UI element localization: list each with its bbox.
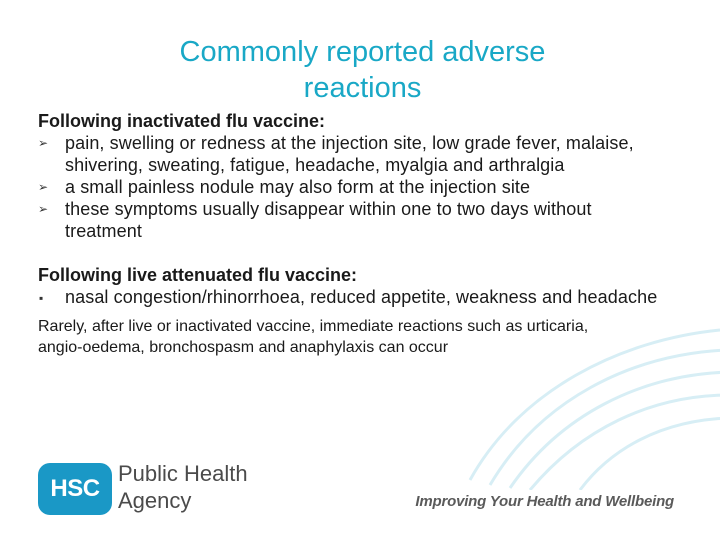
list-item (38, 286, 663, 308)
list-item (38, 132, 663, 176)
list-item (38, 198, 663, 242)
list-item (38, 176, 663, 198)
spacer (38, 242, 663, 264)
agency-name (118, 460, 298, 514)
list-item-text: pain, swelling or redness at the injection site, low grade fever, malaise, shivering, sweating, fatigue, headache, myalgia and arthralgia (65, 133, 634, 175)
hsc-logo: HSC (38, 463, 112, 515)
tagline: Improving Your Health and Wellbeing (415, 493, 674, 510)
inactivated-reactions-list (38, 132, 663, 242)
footer (38, 460, 678, 520)
rare-reactions-note: Rarely, after live or inactivated vaccine, immediate reactions such as urticaria, angio-oedema, bronchospasm and anaphylaxis can occur (38, 318, 589, 356)
slide-title: Commonly reported adverse reactions (179, 36, 546, 104)
arrowhead-bullet-icon: ➢ (38, 202, 49, 216)
list-item-text: these symptoms usually disappear within one to two days without treatment (65, 199, 592, 241)
agency-name-line2: Agency (118, 488, 192, 513)
section-heading-live-attenuated: Following live attenuated flu vaccine: (38, 265, 358, 285)
slide-content (38, 110, 663, 358)
arrowhead-bullet-icon: ➢ (38, 136, 49, 150)
live-attenuated-reactions-list (38, 286, 663, 308)
square-bullet-icon: ▪ (39, 291, 44, 305)
agency-name-line1: Public Health (118, 461, 248, 486)
section-heading-inactivated: Following inactivated flu vaccine: (38, 111, 326, 131)
arrowhead-bullet-icon: ➢ (38, 180, 49, 194)
list-item-text: nasal congestion/rhinorrhoea, reduced appetite, weakness and headache (65, 287, 658, 307)
list-item-text: a small painless nodule may also form at the injection site (65, 177, 531, 197)
